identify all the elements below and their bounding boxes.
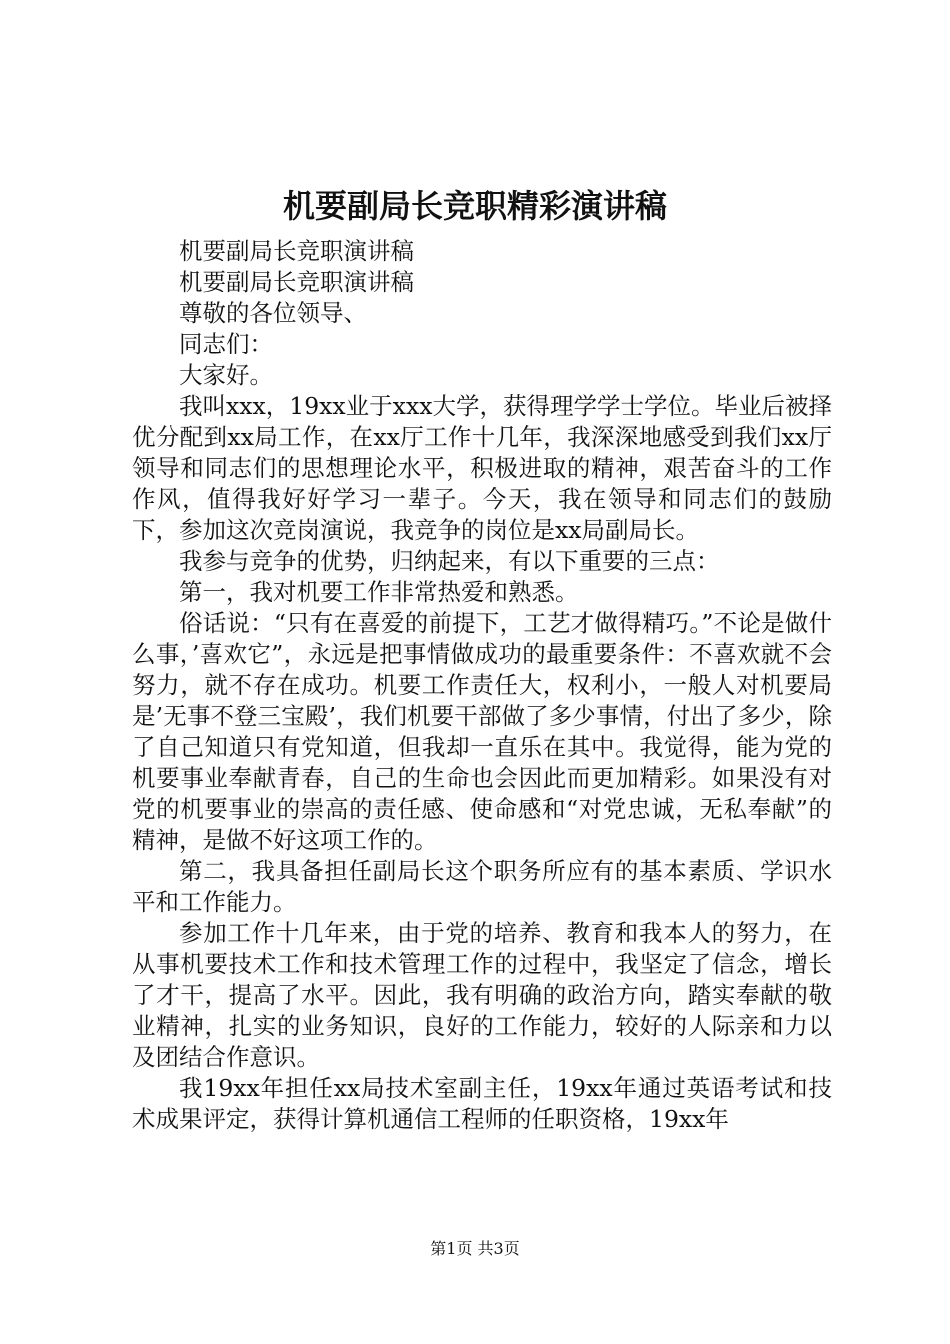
page-number-footer: 第1页 共3页 (430, 1239, 520, 1258)
paragraph: 参加工作十几年来，由于党的培养、教育和我本人的努力，在从事机要技术工作和技术管理工作的过程中，我坚定了信念，增长了才干，提高了水平。因此，我有明确的政治方向，踏实奉献的敬业精神，扎实的业务知识，良好的工作能力，较好的人际亲和力以及团结合作意识。 (132, 919, 832, 1071)
paragraph: 机要副局长竞职演讲稿 (179, 237, 414, 265)
paragraph: 第一，我对机要工作非常热爱和熟悉。 (179, 578, 579, 606)
paragraph: 第二，我具备担任副局长这个职务所应有的基本素质、学识水平和工作能力。 (132, 857, 832, 916)
document-title: 机要副局长竞职精彩演讲稿 (282, 187, 667, 225)
paragraph: 尊敬的各位领导、 (179, 299, 367, 327)
paragraph: 同志们： (179, 330, 273, 358)
document-body (132, 236, 832, 1135)
paragraph: 俗话说：“只有在喜爱的前提下，工艺才做得精巧。”不论是做什么事，’喜欢它”，永远是把事情做成功的最重要条件：不喜欢就不会努力，就不存在成功。机要工作责任大，权利小，一般人对机要局是’无事不登三宝殿’，我们机要干部做了多少事情，付出了多少，除了自己知道只有党知道，但我却一直乐在其中。我觉得，能为党的机要事业奉献青春，自己的生命也会因此而更加精彩。如果没有对党的机要事业的崇高的责任感、使命感和“对党忠诚，无私奉献”的精神，是做不好这项工作的。 (132, 609, 832, 854)
paragraph: 我19xx年担任xx局技术室副主任，19xx年通过英语考试和技术成果评定，获得计算机通信工程师的任职资格，19xx年 (132, 1074, 832, 1133)
paragraph: 机要副局长竞职演讲稿 (179, 268, 414, 296)
paragraph: 大家好。 (179, 361, 273, 389)
paragraph: 我叫xxx，19xx业于xxx大学，获得理学学士学位。毕业后被择优分配到xx局工作，在xx厅工作十几年，我深深地感受到我们xx厅领导和同志们的思想理论水平，积极进取的精神，艰苦奋斗的工作作风，值得我好好学习一辈子。今天，我在领导和同志们的鼓励下，参加这次竞岗演说，我竞争的岗位是xx局副局长。 (132, 392, 832, 544)
paragraph: 我参与竞争的优势，归纳起来，有以下重要的三点： (179, 547, 720, 575)
